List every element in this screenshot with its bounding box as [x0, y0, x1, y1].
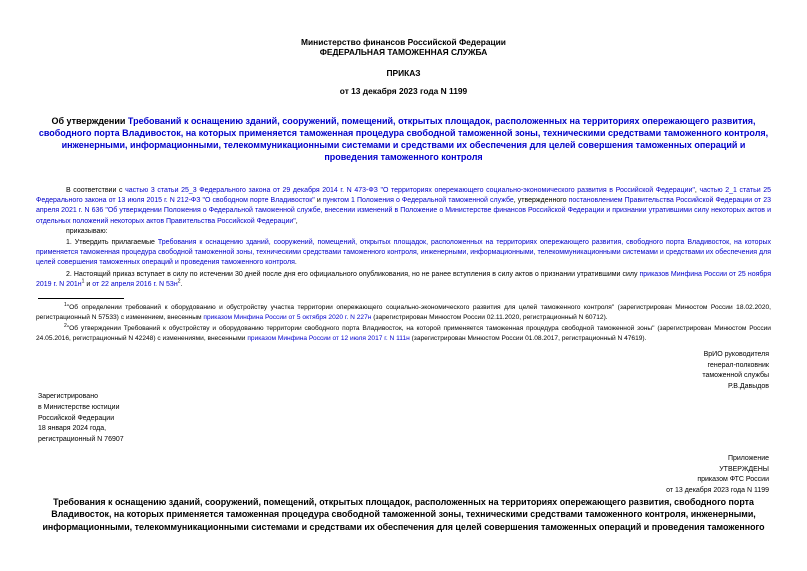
signature-line-3: таможенной службы — [702, 372, 769, 379]
item-2-prefix: 2. Настоящий приказ вступает в силу по истечении 30 дней после дня его официального опубликования, но не ранее вступления в силу актов о признании утратившими силу — [66, 271, 640, 278]
item-1 — [36, 238, 771, 269]
preamble-paragraph — [36, 186, 771, 227]
footnote-1 — [36, 303, 771, 323]
preamble-text-5: , — [295, 217, 298, 225]
item-2 — [36, 270, 771, 290]
order-227n-link[interactable]: приказом Минфина России от 5 октября 2020 г. N 227н — [203, 313, 372, 321]
registration-number: регистрационный N 76907 — [38, 436, 124, 444]
government-decree-636-link[interactable]: постановлением Правительства Российской Федерации от 23 апреля 2021 г. N 636 "Об утверждении Положения о Федеральной таможенной службе, внесении изменений в Положение о Министерстве финансов Российской Федерации и признании утратившими силу некоторых актов и отдельных положений некоторых актов Правительства Российской Федерации" — [36, 197, 771, 225]
preamble-text-2: , — [694, 187, 700, 194]
registration-date: 18 января 2024 года, — [38, 425, 107, 433]
item-1-suffix: . — [294, 259, 297, 267]
footnote-2 — [36, 324, 771, 344]
order-201n-link[interactable]: приказов Минфина России от 25 ноября 2019 г. N 201н — [36, 271, 771, 289]
signature-line-1: ВрИО руководителя — [703, 351, 769, 358]
footnote-1-marker: 1 — [64, 301, 67, 308]
registration-line-3: Российской Федерации — [38, 414, 115, 422]
appendix-approved: УТВЕРЖДЕНЫ — [719, 465, 769, 473]
requirements-link[interactable]: Требования к оснащению зданий, сооружений, помещений, открытых площадок, расположенных на территориях опережающего развития, свободного порта Владивосток, на которых применяется таможенная процедура свободной таможенной зоны, техническими средствами таможенного контроля, инженерными, информационными, телекоммуникационными системами и средствами их обеспечения для целей совершения таможенных операций и проведения таможенного контроля — [36, 239, 771, 267]
footnote-1-tail: (зарегистрирован Минюстом России 02.11.2020, регистрационный N 60712). — [371, 313, 608, 321]
registration-line-1: Зарегистрировано — [38, 393, 98, 400]
law-212-link[interactable]: частью 2_1 статьи 25 Федерального закона от 13 июля 2015 г. N 212-ФЗ "О свободном порте Владивосток" — [36, 187, 772, 205]
registration-line-2: в Министерстве юстиции — [38, 403, 120, 411]
item-1-prefix: 1. Утвердить прилагаемые — [66, 239, 158, 246]
footnote-marker-2: 2 — [177, 278, 181, 285]
preamble-text-3: и — [314, 197, 323, 205]
footnote-2-text: "Об утверждении Требований к обустройству и оборудованию территории свободного порта Владивосток, на которой применяется таможенная процедура свободной таможенной зоны" (зарегистрирован Минюстом России 24.05.2016, регистрационный N 42248) с изменениями, внесенными — [36, 325, 771, 342]
preamble-text-4: , утвержденного — [513, 197, 569, 205]
signature-name: Р.В.Давыдов — [728, 382, 769, 390]
order-title — [36, 115, 771, 163]
fts-regulation-link[interactable]: пунктом 1 Положения о Федеральной таможенной службе — [322, 197, 514, 205]
footnote-divider — [38, 298, 124, 299]
footnote-marker-1: 1 — [81, 278, 85, 285]
appendix-by-order: приказом ФТС России — [697, 476, 769, 483]
item-2-suffix: . — [180, 281, 183, 289]
order-111n-link[interactable]: приказом Минфина России от 12 июля 2017 г. N 111н — [247, 334, 410, 342]
ministry-name: Министерство финансов Российской Федерации — [301, 37, 506, 47]
signature-line-2: генерал-полковник — [707, 361, 769, 369]
footnote-2-marker: 2 — [64, 322, 67, 329]
preamble-text-1: В соответствии с — [66, 187, 126, 194]
title-link[interactable]: Требований к оснащению зданий, сооружений, помещений, открытых площадок, расположенных на территориях опережающего развития, свободного порта Владивосток, на которых применяется таможенная процедура свободной таможенной зоны, техническими средствами таможенного контроля, инженерными, информационными, телекоммуникационными системами и средствами их обеспечения для целей совершения таможенных операций и проведения таможенного контроля — [38, 116, 769, 162]
doc-date-number: от 13 декабря 2023 года N 1199 — [339, 86, 468, 96]
order-53n-link[interactable]: от 22 апреля 2016 г. N 53н — [92, 281, 178, 289]
footnote-1-text: "Об определении требований к оборудованию и обустройству участка территории опережающего социально-экономического развития для целей таможенного контроля" (зарегистрирован Минюстом России 18.02.2020, регистрационный N 57533) с изменением, внесенным — [36, 304, 771, 321]
signature-block — [702, 350, 769, 392]
footnote-2-tail: (зарегистрирован Минюстом России 01.08.2017, регистрационный N 47619). — [409, 334, 647, 342]
doc-type: ПРИКАЗ — [386, 68, 421, 78]
item-2-mid: и — [84, 281, 93, 289]
appendix-date: от 13 декабря 2023 года N 1199 — [666, 486, 769, 494]
registration-block — [38, 392, 124, 446]
law-473-link[interactable]: частью 3 статьи 25_3 Федерального закона от 29 декабря 2014 г. N 473-ФЗ "О территориях опережающего социально-экономического развития в Российской Федерации" — [125, 187, 695, 194]
appendix-block — [666, 454, 769, 496]
service-name: ФЕДЕРАЛЬНАЯ ТАМОЖЕННАЯ СЛУЖБА — [319, 47, 488, 57]
appendix-label: Приложение — [727, 455, 769, 462]
requirements-title: Требования к оснащению зданий, сооружений, помещений, открытых площадок, расположенных на территориях опережающего развития, свободного порта Владивосток, на которых применяется таможенная процедура свободной таможенной зоны, техническими средствами таможенного контроля, инженерными, информационными, телекоммуникационными системами и средствами их обеспечения для целей совершения таможенных операций и проведения таможенного — [42, 497, 765, 532]
title-prefix: Об утверждении — [51, 116, 128, 126]
order-word: приказываю: — [66, 228, 108, 235]
